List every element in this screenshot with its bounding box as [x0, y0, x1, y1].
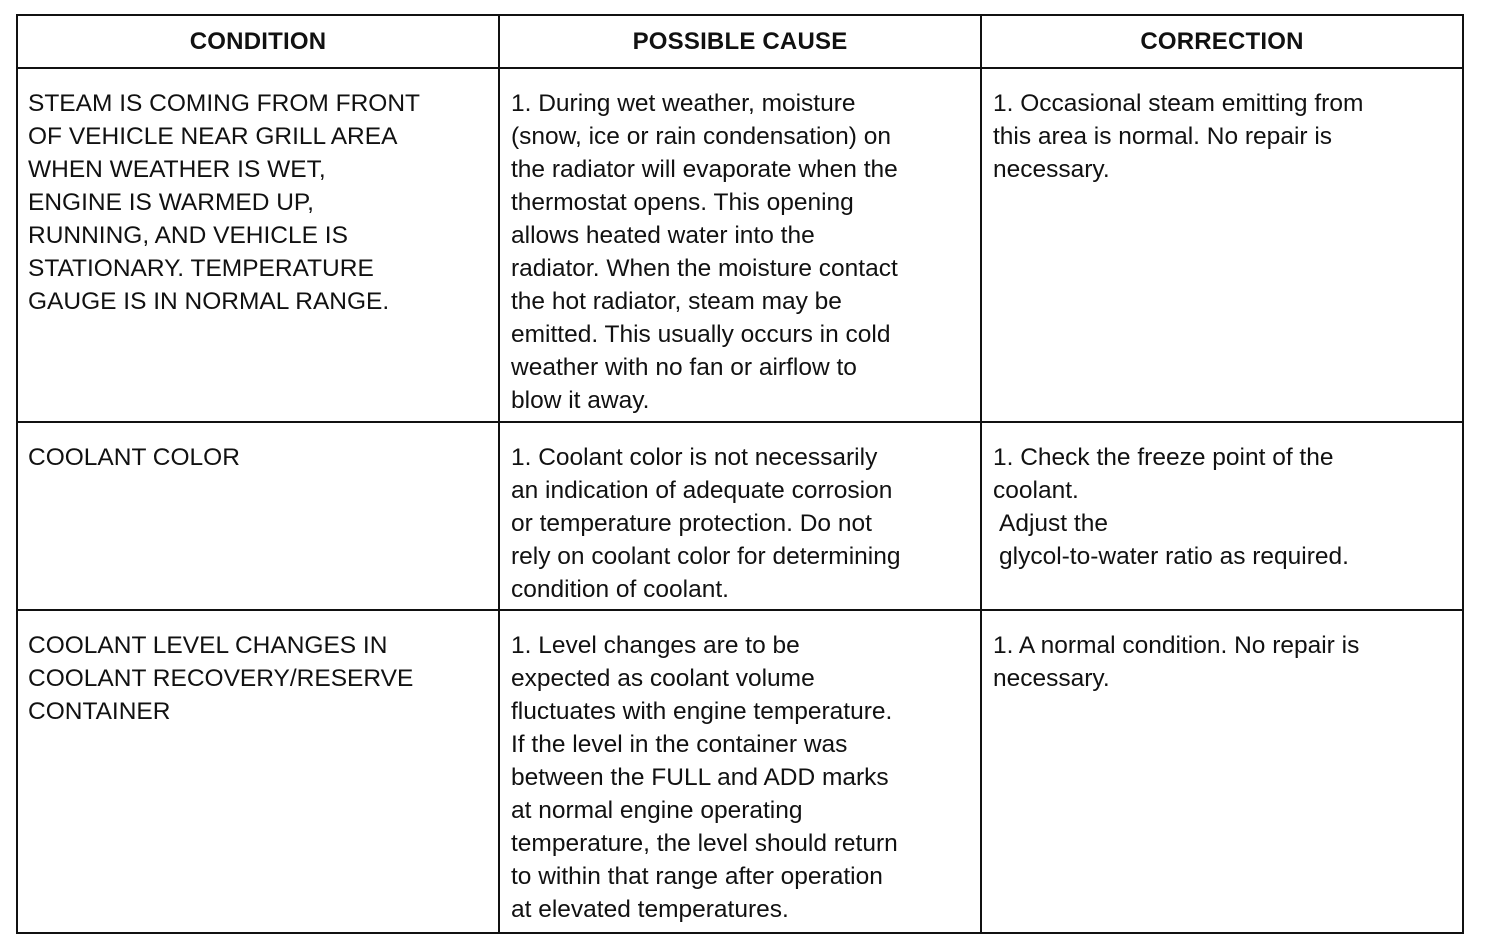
- correction-line: 1. Occasional steam emitting from: [993, 90, 1364, 117]
- header-correction: CORRECTION: [981, 15, 1463, 68]
- cause-line: the radiator will evaporate when the: [511, 156, 898, 183]
- condition-line: COOLANT RECOVERY/RESERVE: [28, 665, 414, 692]
- correction-cell: [981, 422, 1463, 610]
- table-row: [17, 422, 1463, 610]
- condition-line: STATIONARY. TEMPERATURE: [28, 255, 374, 282]
- table-row: [17, 68, 1463, 422]
- cause-line: rely on coolant color for determining: [511, 543, 901, 570]
- condition-line: ENGINE IS WARMED UP,: [28, 189, 314, 216]
- condition-line: COOLANT COLOR: [28, 444, 240, 471]
- cause-cell: [499, 68, 981, 422]
- condition-line: COOLANT LEVEL CHANGES IN: [28, 632, 388, 659]
- cause-line: or temperature protection. Do not: [511, 510, 872, 537]
- condition-cell: [17, 610, 499, 933]
- correction-line: this area is normal. No repair is: [993, 123, 1333, 150]
- cause-cell: [499, 422, 981, 610]
- cause-line: If the level in the container was: [511, 731, 848, 758]
- table-row: [17, 610, 1463, 933]
- cause-line: thermostat opens. This opening: [511, 189, 854, 216]
- condition-line: RUNNING, AND VEHICLE IS: [28, 222, 348, 249]
- cause-line: an indication of adequate corrosion: [511, 477, 893, 504]
- header-possible-cause: POSSIBLE CAUSE: [499, 15, 981, 68]
- cause-line: to within that range after operation: [511, 863, 883, 890]
- table-header-row: [17, 15, 1463, 68]
- condition-line: CONTAINER: [28, 698, 171, 725]
- cause-line: emitted. This usually occurs in cold: [511, 321, 891, 348]
- cause-line: radiator. When the moisture contact: [511, 255, 898, 282]
- cause-line: temperature, the level should return: [511, 830, 898, 857]
- correction-line: Adjust the: [999, 510, 1108, 537]
- correction-line: 1. Check the freeze point of the: [993, 444, 1334, 471]
- diagnosis-table: [16, 14, 1464, 934]
- condition-cell: [17, 422, 499, 610]
- correction-line: 1. A normal condition. No repair is: [993, 632, 1360, 659]
- cause-line: fluctuates with engine temperature.: [511, 698, 893, 725]
- cause-line: blow it away.: [511, 387, 650, 414]
- condition-line: WHEN WEATHER IS WET,: [28, 156, 326, 183]
- condition-line: GAUGE IS IN NORMAL RANGE.: [28, 288, 390, 315]
- cause-line: 1. Level changes are to be: [511, 632, 800, 659]
- cause-line: between the FULL and ADD marks: [511, 764, 889, 791]
- cause-line: at normal engine operating: [511, 797, 803, 824]
- cause-line: 1. During wet weather, moisture: [511, 90, 856, 117]
- cause-cell: [499, 610, 981, 933]
- correction-line: glycol-to-water ratio as required.: [999, 543, 1349, 570]
- cause-line: (snow, ice or rain condensation) on: [511, 123, 891, 150]
- cause-line: at elevated temperatures.: [511, 896, 789, 923]
- cause-line: the hot radiator, steam may be: [511, 288, 842, 315]
- correction-cell: [981, 68, 1463, 422]
- header-condition: CONDITION: [17, 15, 499, 68]
- condition-line: STEAM IS COMING FROM FRONT: [28, 90, 420, 117]
- cause-line: condition of coolant.: [511, 576, 729, 603]
- correction-line: necessary.: [993, 156, 1110, 183]
- correction-line: necessary.: [993, 665, 1110, 692]
- correction-cell: [981, 610, 1463, 933]
- condition-line: OF VEHICLE NEAR GRILL AREA: [28, 123, 398, 150]
- cause-line: 1. Coolant color is not necessarily: [511, 444, 878, 471]
- correction-line: coolant.: [993, 477, 1079, 504]
- cause-line: allows heated water into the: [511, 222, 815, 249]
- condition-cell: [17, 68, 499, 422]
- cause-line: weather with no fan or airflow to: [511, 354, 857, 381]
- cause-line: expected as coolant volume: [511, 665, 815, 692]
